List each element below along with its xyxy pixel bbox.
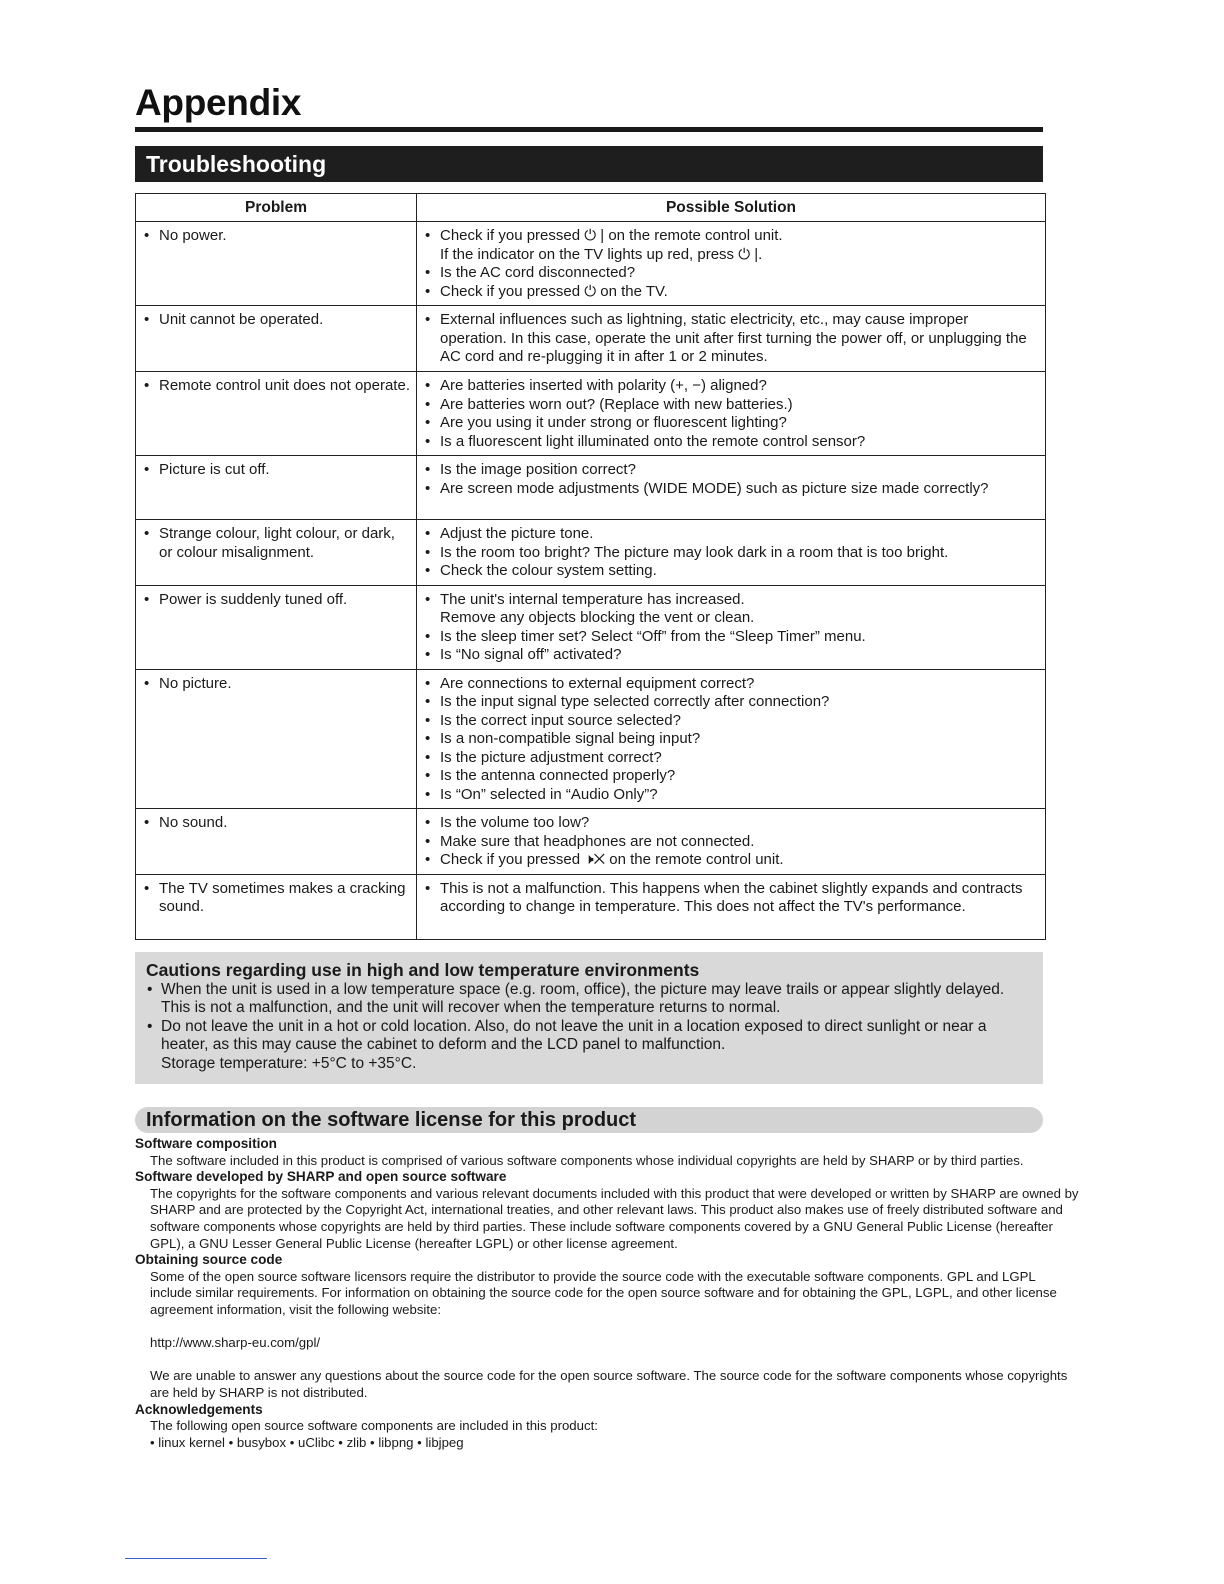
cautions-title: Cautions regarding use in high and low temperature environments <box>146 960 700 980</box>
caution-item: • Do not leave the unit in a hot or cold location. Also, do not leave the unit in a location exposed to direct sunlight or near a heater, as this may cause the cabinet to deform and the LCD panel to malfunction. <box>146 1018 1032 1055</box>
caution-item: • When the unit is used in a low temperature space (e.g. room, office), the picture may leave trails or appear slightly delayed. <box>146 981 1032 1000</box>
problem-item: • No picture. <box>142 675 410 694</box>
solution-item: • Is the image position correct? <box>423 461 1039 480</box>
cautions-box <box>135 952 1043 1084</box>
license-paragraph: We are unable to answer any questions about the source code for the open source software. The source code for the software components whose copyrights are held by SHARP is not distributed. <box>150 1368 1068 1400</box>
page-title: Appendix <box>135 82 302 123</box>
solution-item: • External influences such as lightning, static electricity, etc., may cause improper operation. In this case, operate the unit after first turning the power off, or unplugging the AC cord and re-plugging it in after 1 or 2 minutes. <box>423 311 1039 367</box>
solution-cell <box>417 306 1046 372</box>
solution-cell <box>417 874 1046 939</box>
license-paragraph: • linux kernel • busybox • uClibc • zlib • libpng • libjpeg <box>150 1434 464 1450</box>
problem-item: • Unit cannot be operated. <box>142 311 410 330</box>
solution-cell <box>417 456 1046 520</box>
troubleshooting-heading: Troubleshooting <box>135 146 1043 182</box>
license-paragraph: http://www.sharp-eu.com/gpl/ <box>150 1335 321 1351</box>
solution-item: • Make sure that headphones are not connected. <box>423 833 1039 852</box>
solution-item: • Are connections to external equipment correct? <box>423 675 1039 694</box>
solution-item: • Is the correct input source selected? <box>423 712 1039 731</box>
problem-item: • The TV sometimes makes a cracking sound. <box>142 880 410 917</box>
solution-cell <box>417 809 1046 875</box>
problem-cell <box>136 306 417 372</box>
solution-item: • Are you using it under strong or fluorescent lighting? <box>423 414 1039 433</box>
solution-item: • Is a non-compatible signal being input? <box>423 730 1039 749</box>
license-paragraph: Some of the open source software licensors require the distributor to provide the source code with the executable software components. GPL and LGPL include similar requirements. For information on obtaining the source code for the open source software and for obtaining the GPL, LGPL, and other license agreement information, visit the following website: <box>150 1268 1057 1317</box>
table-row <box>136 809 1046 875</box>
solution-item: • Check the colour system setting. <box>423 562 1039 581</box>
license-paragraph: The copyrights for the software components and various relevant documents included with this product that were developed or written by SHARP are owned by SHARP and are protected by the Copyright Act, international treaties, and other relevant laws. This product also makes use of freely distributed software and software components whose copyrights are held by third parties. These include software components covered by a GNU General Public License (hereafter GPL), a GNU Lesser General Public License (hereafter LGPL) or other license agreement. <box>150 1185 1079 1251</box>
solution-item: • Is the picture adjustment correct? <box>423 749 1039 768</box>
problem-cell <box>136 669 417 809</box>
solution-item: • The unit's internal temperature has increased. <box>423 591 1039 610</box>
solution-item: • Is the room too bright? The picture may look dark in a room that is too bright. <box>423 544 1039 563</box>
solution-item: • Check if you pressed 🕨✕ on the remote control unit. <box>423 851 1039 870</box>
footer-link-rule <box>125 1558 267 1559</box>
solution-item: • This is not a malfunction. This happens when the cabinet slightly expands and contracts according to change in temperature. This does not affect the TV's performance. <box>423 880 1039 917</box>
solution-item: • Adjust the picture tone. <box>423 525 1039 544</box>
solution-item: • Is the volume too low? <box>423 814 1039 833</box>
solution-cell <box>417 520 1046 586</box>
table-row <box>136 874 1046 939</box>
solution-cell <box>417 585 1046 669</box>
problem-cell <box>136 456 417 520</box>
problem-item: • Power is suddenly tuned off. <box>142 591 410 610</box>
problem-item: • Strange colour, light colour, or dark, or colour misalignment. <box>142 525 410 562</box>
problem-item: • No power. <box>142 227 410 246</box>
troubleshooting-rows <box>136 222 1046 940</box>
solution-cell <box>417 222 1046 306</box>
column-header-problem: Problem <box>136 194 417 222</box>
solution-item: • Is a fluorescent light illuminated onto the remote control sensor? <box>423 433 1039 452</box>
caution-item: Storage temperature: +5°C to +35°C. <box>161 1054 417 1072</box>
title-rule <box>135 127 1043 132</box>
problem-cell <box>136 222 417 306</box>
license-section-title: Software developed by SHARP and open source software <box>135 1169 507 1185</box>
solution-item: • Is the sleep timer set? Select “Off” from the “Sleep Timer” menu. <box>423 628 1039 647</box>
license-section-title: Software composition <box>135 1136 277 1151</box>
problem-cell <box>136 585 417 669</box>
license-section-title: Acknowledgements <box>135 1401 263 1417</box>
solution-item: • Is the AC cord disconnected? <box>423 264 1039 283</box>
table-row <box>136 585 1046 669</box>
solution-item: If the indicator on the TV lights up red, press ⏻ |. <box>440 245 763 263</box>
cautions-list <box>146 981 1032 1074</box>
solution-item: • Are screen mode adjustments (WIDE MODE) such as picture size made correctly? <box>423 480 1039 499</box>
problem-cell <box>136 520 417 586</box>
column-header-solution: Possible Solution <box>417 194 1046 222</box>
table-row <box>136 456 1046 520</box>
solution-item: • Check if you pressed ⏻ | on the remote control unit. <box>423 227 1039 246</box>
table-row <box>136 669 1046 809</box>
problem-cell <box>136 809 417 875</box>
solution-item: • Check if you pressed ⏻ on the TV. <box>423 283 1039 302</box>
solution-item: • Is “On” selected in “Audio Only”? <box>423 786 1039 805</box>
troubleshooting-table <box>135 193 1046 940</box>
table-row <box>136 372 1046 456</box>
problem-item: • Picture is cut off. <box>142 461 410 480</box>
solution-item: • Are batteries inserted with polarity (+, −) aligned? <box>423 377 1039 396</box>
license-section-title: Obtaining source code <box>135 1252 283 1268</box>
problem-cell <box>136 874 417 939</box>
solution-cell <box>417 669 1046 809</box>
problem-item: • No sound. <box>142 814 410 833</box>
license-body <box>135 1136 1080 1451</box>
solution-item: • Is the antenna connected properly? <box>423 767 1039 786</box>
solution-item: Remove any objects blocking the vent or clean. <box>440 609 755 626</box>
solution-cell <box>417 372 1046 456</box>
license-paragraph: The following open source software components are included in this product: <box>150 1418 598 1434</box>
caution-item: This is not a malfunction, and the unit will recover when the temperature returns to normal. <box>161 999 781 1016</box>
license-heading: Information on the software license for this product <box>135 1107 1043 1133</box>
solution-item: • Is the input signal type selected correctly after connection? <box>423 693 1039 712</box>
solution-item: • Is “No signal off” activated? <box>423 646 1039 665</box>
solution-item: • Are batteries worn out? (Replace with new batteries.) <box>423 396 1039 415</box>
problem-cell <box>136 372 417 456</box>
table-row <box>136 520 1046 586</box>
table-row <box>136 222 1046 306</box>
table-row <box>136 306 1046 372</box>
problem-item: • Remote control unit does not operate. <box>142 377 410 396</box>
license-paragraph: The software included in this product is comprised of various software components whose individual copyrights are held by SHARP or by third parties. <box>150 1152 1024 1168</box>
